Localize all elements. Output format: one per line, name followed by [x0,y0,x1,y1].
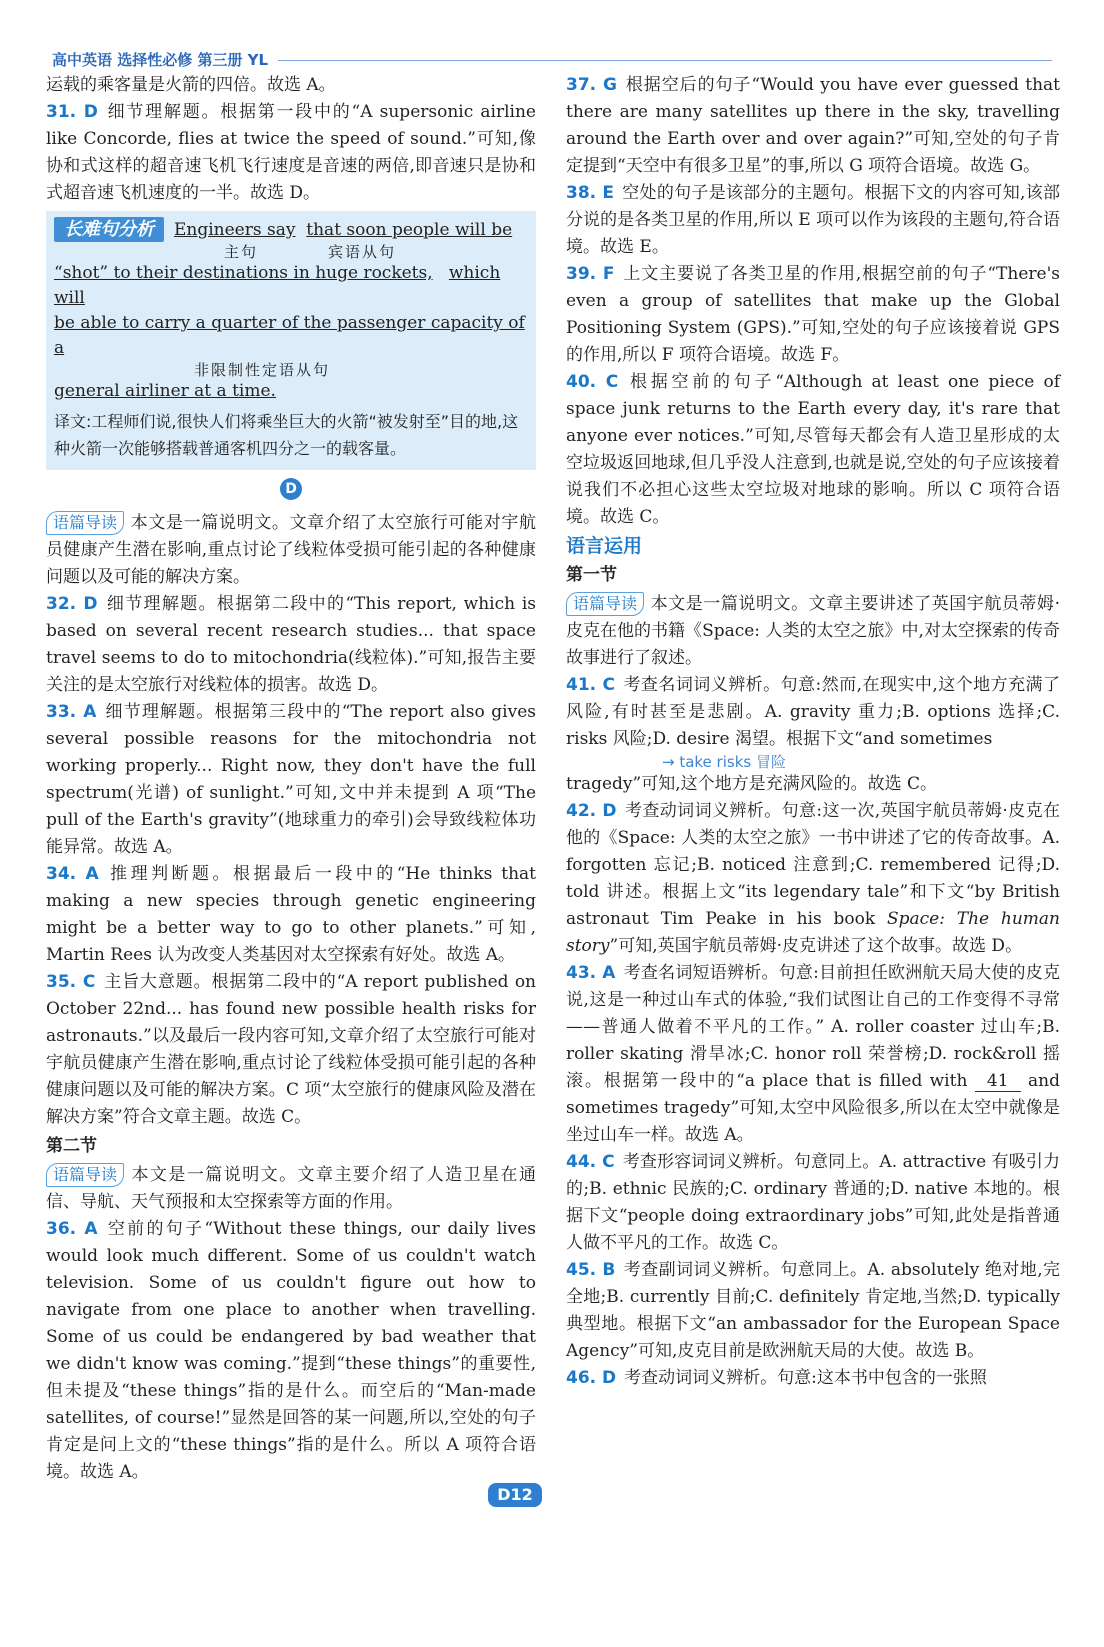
answer-46: 46. D 考查动词词义辨析。句意:这本书中包含的一张照 [566,1368,987,1388]
page-number: D12 [488,1483,542,1507]
right-column [566,72,1060,1392]
answer-34: 34. A 推理判断题。根据最后一段中的“He thinks that making a new species through genetic engineering might be a better way to go to other planets.”可知, Martin Rees 认为改变人类基因对太空探索有好处。故选 A。 [46,864,536,965]
answer-41-cont: tragedy”可知,这个地方是充满风险的。故选 C。 [566,774,938,794]
analysis-translation: 译文:工程师们说,很快人们将乘坐巨大的火箭“被发射至”目的地,这种火箭一次能够搭载普通客机四分之一的载客量。 [54,412,519,458]
section-2-title: 第二节 [46,1136,97,1156]
left-column [46,72,536,1486]
answer-33: 33. A 细节理解题。根据第三段中的“The report also gives several possible reasons for the mitochondria not working properly... Right now, they don't have the full spectrum(光谱) of sunlight.”可知,文中并未提到 A 项“The pull of the Earth's gravity”(地球重力的牵引)会导致线粒体功能异常。故选 A。 [46,702,537,857]
take-risks-hint: → take risks 冒险 [662,753,786,771]
answer-41: 41. C 考查名词词义辨析。句意:然而,在现实中,这个地方充满了风险,有时甚至是悲剧。A. gravity 重力;B. options 选择;C. risks 风险;D. desire 渴望。根据下文“and sometimes [566,675,1060,749]
sentence-analysis-box: 长难句分析 Engineers say that soon people will be 主句 宾语从句 “shot” to their destinations in huge rockets, which will be able to carry a quarter of the passenger capacity of a 非限制性定语从句 general airliner at a time. 译文:工程师们说,很快人们将乘坐巨大的火箭“被发射至”目的地,这种火箭一次能够搭载普通客机四分之一的载客量。 [46,211,536,470]
answer-35: 35. C 主旨大意题。根据第二段中的“A report published on October 22nd... has found new possible health risks for astronauts.”以及最后一段内容可知,文章介绍了太空旅行可能对宇航员健康产生潜在影响,重点讨论了线粒体受损可能引起的各种健康问题以及可能的解决方案。C 项“太空旅行的健康风险及潜在解决方案”符合文章主题。故选 C。 [46,972,537,1127]
header-rule [278,60,1052,61]
analysis-tag: 长难句分析 [54,217,164,242]
guide-d: 语篇导读 本文是一篇说明文。文章介绍了太空旅行可能对宇航员健康产生潜在影响,重点讨论了线粒体受损可能引起的各种健康问题以及可能的解决方案。 [46,513,536,587]
answer-31: 31. D 细节理解题。根据第一段中的“A supersonic airline like Concorde, flies at twice the speed of sound.”可知,像协和式这样的超音速飞机飞行速度是音速的两倍,即音速只是协和式超音速飞机速度的一半。故选 D。 [46,102,536,203]
page-header [52,48,1052,70]
book-title: Space: The human story [566,909,1060,956]
section-d-badge: D [280,478,302,500]
answer-37: 37. G 根据空后的句子“Would you have ever guessed that there are many satellites up there in the sky, travelling around the Earth over and over again?”可知,空处的句子肯定提到“天空中有很多卫星”的事,所以 G 项符合语境。故选 G。 [566,75,1060,176]
answer-43: 43. A 考查名词短语辨析。句意:目前担任欧洲航天局大使的皮克说,这是一种过山车式的体验,“我们试图让自己的工作变得不寻常——普通人做着不平凡的工作。” A. roller coaster 过山车;B. roller skating 滑旱冰;C. honor roll 荣誉榜;D. rock&roll 摇滚。根据第一段中的“a place that is filled with 41 and sometimes tragedy”可知,太空中风险很多,所以在太空中就像是坐过山车一样。故选 A。 [566,963,1060,1145]
guide-label: 语篇导读 [46,511,124,535]
answer-42: 42. D 考查动词词义辨析。句意:这一次,英国宇航员蒂姆·皮克在他的《Space: 人类的太空之旅》一书中讲述了它的传奇故事。A. forgotten 忘记;B. noticed 注意到;C. remembered 记得;D. told 讲述。根据上文“its legendary tale”和下文“by British astronaut Tim Peake in his book Space: The human story”可知,英国宇航员蒂姆·皮克讲述了这个故事。故选 D。 [566,801,1060,956]
answer-39: 39. F 上文主要说了各类卫星的作用,根据空前的句子“There's even a group of satellites that make up the Global Positioning System (GPS).”可知,空处的句子应该接着说 GPS 的作用,所以 F 项符合语境。故选 F。 [566,264,1060,365]
analysis-note-1: 主句 宾语从句 [224,243,397,261]
answer-36: 36. A 空前的句子“Without these things, our daily lives would look much different. Some of us couldn't watch television. Some of us couldn't figure out how to navigate from one place to another when travelling. Some of us could be endangered by bad weather that we didn't know was coming.”提到“these things”的重要性,但未提及“these things”指的是什么。而空后的“Man-made satellites, of course!”显然是回答的某一问题,所以,空处的句子肯定是问上文的“these things”指的是什么。所以 A 项符合语境。故选 A。 [46,1219,536,1482]
guide-label: 语篇导读 [46,1163,124,1187]
language-use-title: 语言运用 [566,535,643,557]
header-title: 高中英语 选择性必修 第三册 YL [52,50,269,69]
guide-2: 语篇导读 本文是一篇说明文。文章主要介绍了人造卫星在通信、导航、天气预报和太空探索等方面的作用。 [46,1165,536,1212]
guide-1: 语篇导读 本文是一篇说明文。文章主要讲述了英国宇航员蒂姆·皮克在他的书籍《Space: 人类的太空之旅》中,对太空探索的传奇故事进行了叙述。 [566,594,1060,668]
answer-32: 32. D 细节理解题。根据第二段中的“This report, which is based on several recent research studies... that space travel seems to do to mitochondria(线粒体).”可知,报告主要关注的是太空旅行对线粒体的损害。故选 D。 [46,594,536,695]
answer-44: 44. C 考查形容词词义辨析。句意同上。A. attractive 有吸引力的;B. ethnic 民族的;C. ordinary 普通的;D. native 本地的。根据下文“people doing extraordinary jobs”可知,此处是指普通人做不平凡的工作。故选 C。 [566,1152,1060,1253]
answer-45: 45. B 考查副词词义辨析。句意同上。A. absolutely 绝对地,完全地;B. currently 目前;C. definitely 肯定地,当然;D. typically 典型地。根据下文“an ambassador for the European Space Agency”可知,皮克目前是欧洲航天局的大使。故选 B。 [566,1260,1061,1361]
answer-38: 38. E 空处的句子是该部分的主题句。根据下文的内容可知,该部分说的是各类卫星的作用,所以 E 项可以作为该段的主题句,符合语境。故选 E。 [566,183,1060,257]
analysis-note-2: 非限制性定语从句 [194,361,331,379]
guide-label: 语篇导读 [566,592,644,616]
intro-text: 运载的乘客量是火箭的四倍。故选 A。 [46,75,336,95]
section-1-title: 第一节 [566,565,617,585]
blank-41: 41 [975,1071,1021,1092]
answer-40: 40. C 根据空前的句子“Although at least one piece of space junk returns to the Earth every day, it's rare that anyone ever notices.”可知,尽管每天都会有人造卫星形成的太空垃圾返回地球,但几乎没人注意到,也就是说,空处的句子应该接着说我们不必担心这些太空垃圾对地球的影响。所以 C 项符合语境。故选 C。 [566,372,1061,527]
